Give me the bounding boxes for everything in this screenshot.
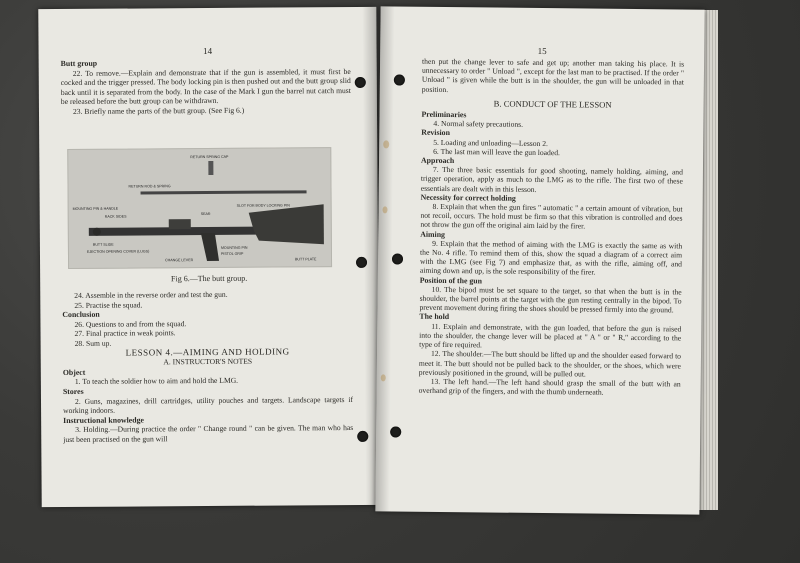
heading: Stores	[62, 386, 84, 396]
heading: Approach	[420, 155, 455, 166]
punch-hole	[356, 257, 367, 268]
return-spring-cap-shape	[208, 161, 213, 175]
heading: Object	[62, 367, 86, 377]
paragraph: 6. The last man will leave the gun loaded.	[433, 146, 560, 158]
stain	[382, 206, 387, 213]
stain	[383, 140, 389, 148]
label-mounting-pin: MOUNTING PIN	[220, 245, 248, 250]
pistol-grip-shape	[201, 233, 219, 261]
label-rack-sides: RACK SIDES	[104, 214, 127, 219]
heading: Conclusion	[62, 309, 100, 320]
butt-stock-shape	[249, 204, 324, 245]
label-change-lever: CHANGE LEVER	[165, 258, 194, 263]
section-title: B. CONDUCT OF THE LESSON	[493, 98, 612, 110]
return-rod-shape	[141, 190, 307, 194]
paragraph: 7. The three basic essentials for good shooting, namely holding, aiming, and trigger operation, apply as much to the LMG as to the rifle. The first two of these essentials are dealt with in this lesson.	[420, 165, 683, 194]
paragraph: 13. The left hand.—The left hand should grasp the small of the butt with an overhand grip of the fingers, and with the thumb underneath.	[418, 376, 681, 397]
figure-caption: Fig 6.—The butt group.	[171, 273, 248, 284]
page-number: 14	[203, 45, 213, 57]
label-mounting-pin-handle: MOUNTING PIN & HANDLE	[72, 206, 119, 211]
heading: Revision	[421, 128, 450, 138]
sear-shape	[169, 219, 191, 229]
paragraph: 12. The shoulder.—The butt should be lifted up and the shoulder eased forward to meet it. The butt should not be pulled back to the shoulder, or the shoes, which were previously positioned in the ground, will be pulled out.	[418, 349, 682, 379]
label-return-spring-cap: RETURN SPRING CAP	[190, 154, 229, 160]
heading: Instructional knowledge	[63, 415, 144, 425]
punch-hole	[390, 426, 401, 437]
figure-butt-group	[67, 147, 332, 269]
paragraph: 27. Final practice in weak points.	[74, 328, 176, 339]
right-page	[375, 6, 704, 514]
paragraph: 10. The bipod must be set square to the target, so that when the butt is in the shoulder, the barrel points at the target with the gun resting centrally in the bipod. To prevent movement during firing the shoes should be pressed firmly into the ground.	[419, 284, 682, 315]
paragraph: 26. Questions to and from the squad.	[74, 318, 187, 329]
punch-hole	[355, 77, 366, 88]
stain	[381, 374, 386, 381]
paragraph: then put the change lever to safe and get up; another man taking his place. It is unnecessary to order " Unload ", except for the last man to be practised. If the order " Unload " is given while the butt is in the shoulder, the gun will be unloaded in that position.	[421, 56, 685, 94]
lesson-title: LESSON 4.—AIMING AND HOLDING	[125, 346, 290, 358]
label-butt-plate: BUTT PLATE	[295, 257, 317, 262]
punch-hole	[394, 74, 405, 85]
paragraph: 25. Practise the squad.	[74, 300, 143, 310]
paragraph: 23. Briefly name the parts of the butt group. (See Fig 6.)	[72, 105, 245, 116]
section-title: A. INSTRUCTOR'S NOTES	[163, 356, 253, 367]
paragraph: 4. Normal safety precautions.	[433, 119, 524, 130]
paragraph: 1. To teach the soldier how to aim and hold the LMG.	[74, 376, 239, 387]
heading: Preliminaries	[421, 109, 467, 120]
paragraph: 11. Explain and demonstrate, with the gun loaded, that before the gun is raised into the shoulder, the change lever will be placed at " A " or " R," according to the type of fire required.	[419, 321, 682, 350]
heading: Butt group	[60, 58, 98, 69]
punch-hole	[392, 253, 403, 264]
left-page	[38, 7, 379, 507]
heading: The hold	[419, 312, 450, 322]
paragraph: 2. Guns, magazines, drill cartridges, utility pouches and targets. Landscape targets if working indoors.	[63, 394, 354, 416]
paragraph: 22. To remove.—Explain and demonstrate that if the gun is assembled, it must first be cocked and the trigger pressed. The body locking pin is then pushed out and the butt group slid back until it is separated from the body. In the case of the Mark I gun the barrel nut catch must be released before the butt group can be withdrawn.	[60, 66, 351, 107]
paragraph: 3. Holding.—During practice the order " Change round " can be given. The man who has just been practised on the gun will	[63, 423, 354, 444]
label-return-rod: RETURN ROD & SPRING	[128, 184, 171, 189]
heading: Aiming	[420, 229, 446, 239]
mounting-pin-shape	[93, 228, 101, 236]
left-top-text	[61, 57, 351, 117]
label-sear: SEAR	[200, 211, 211, 217]
heading: Necessity for correct holding	[420, 192, 516, 203]
punch-hole	[357, 431, 368, 442]
paragraph: 24. Assemble in the reverse order and test the gun.	[74, 289, 228, 300]
butt-group-illustration	[68, 148, 331, 268]
label-ejection-cover: EJECTION OPENING COVER (LUGS)	[86, 249, 150, 254]
right-text	[419, 57, 685, 398]
paragraph: 9. Explain that the method of aiming with the LMG is exactly the same as with the No. 4 rifle. To remind them of this, show the squad a diagram of a correct aim with the LMG (see Fig 7) and emphasize that, as with the rifle, aiming off, and aiming down and up, is the sole responsibility of the firer.	[419, 238, 683, 278]
label-slot-locking-pin: SLOT FOR BODY LOCKING PIN	[236, 203, 290, 208]
paragraph: 28. Sum up.	[74, 338, 112, 348]
heading: Position of the gun	[419, 275, 483, 286]
label-pistol-grip: PISTOL GRIP	[220, 251, 244, 256]
left-bottom-text	[62, 289, 353, 445]
paragraph: 8. Explain that when the gun fires " automatic " a certain amount of vibration, but not recoil, occurs. The hold must be firm so that this vibration is controlled and does not throw the gun off the original aim laid by the firer.	[420, 201, 683, 231]
label-butt-slide: BUTT SLIDE	[92, 242, 114, 247]
paragraph: 5. Loading and unloading—Lesson 2.	[433, 137, 549, 148]
page-number: 15	[537, 45, 547, 57]
